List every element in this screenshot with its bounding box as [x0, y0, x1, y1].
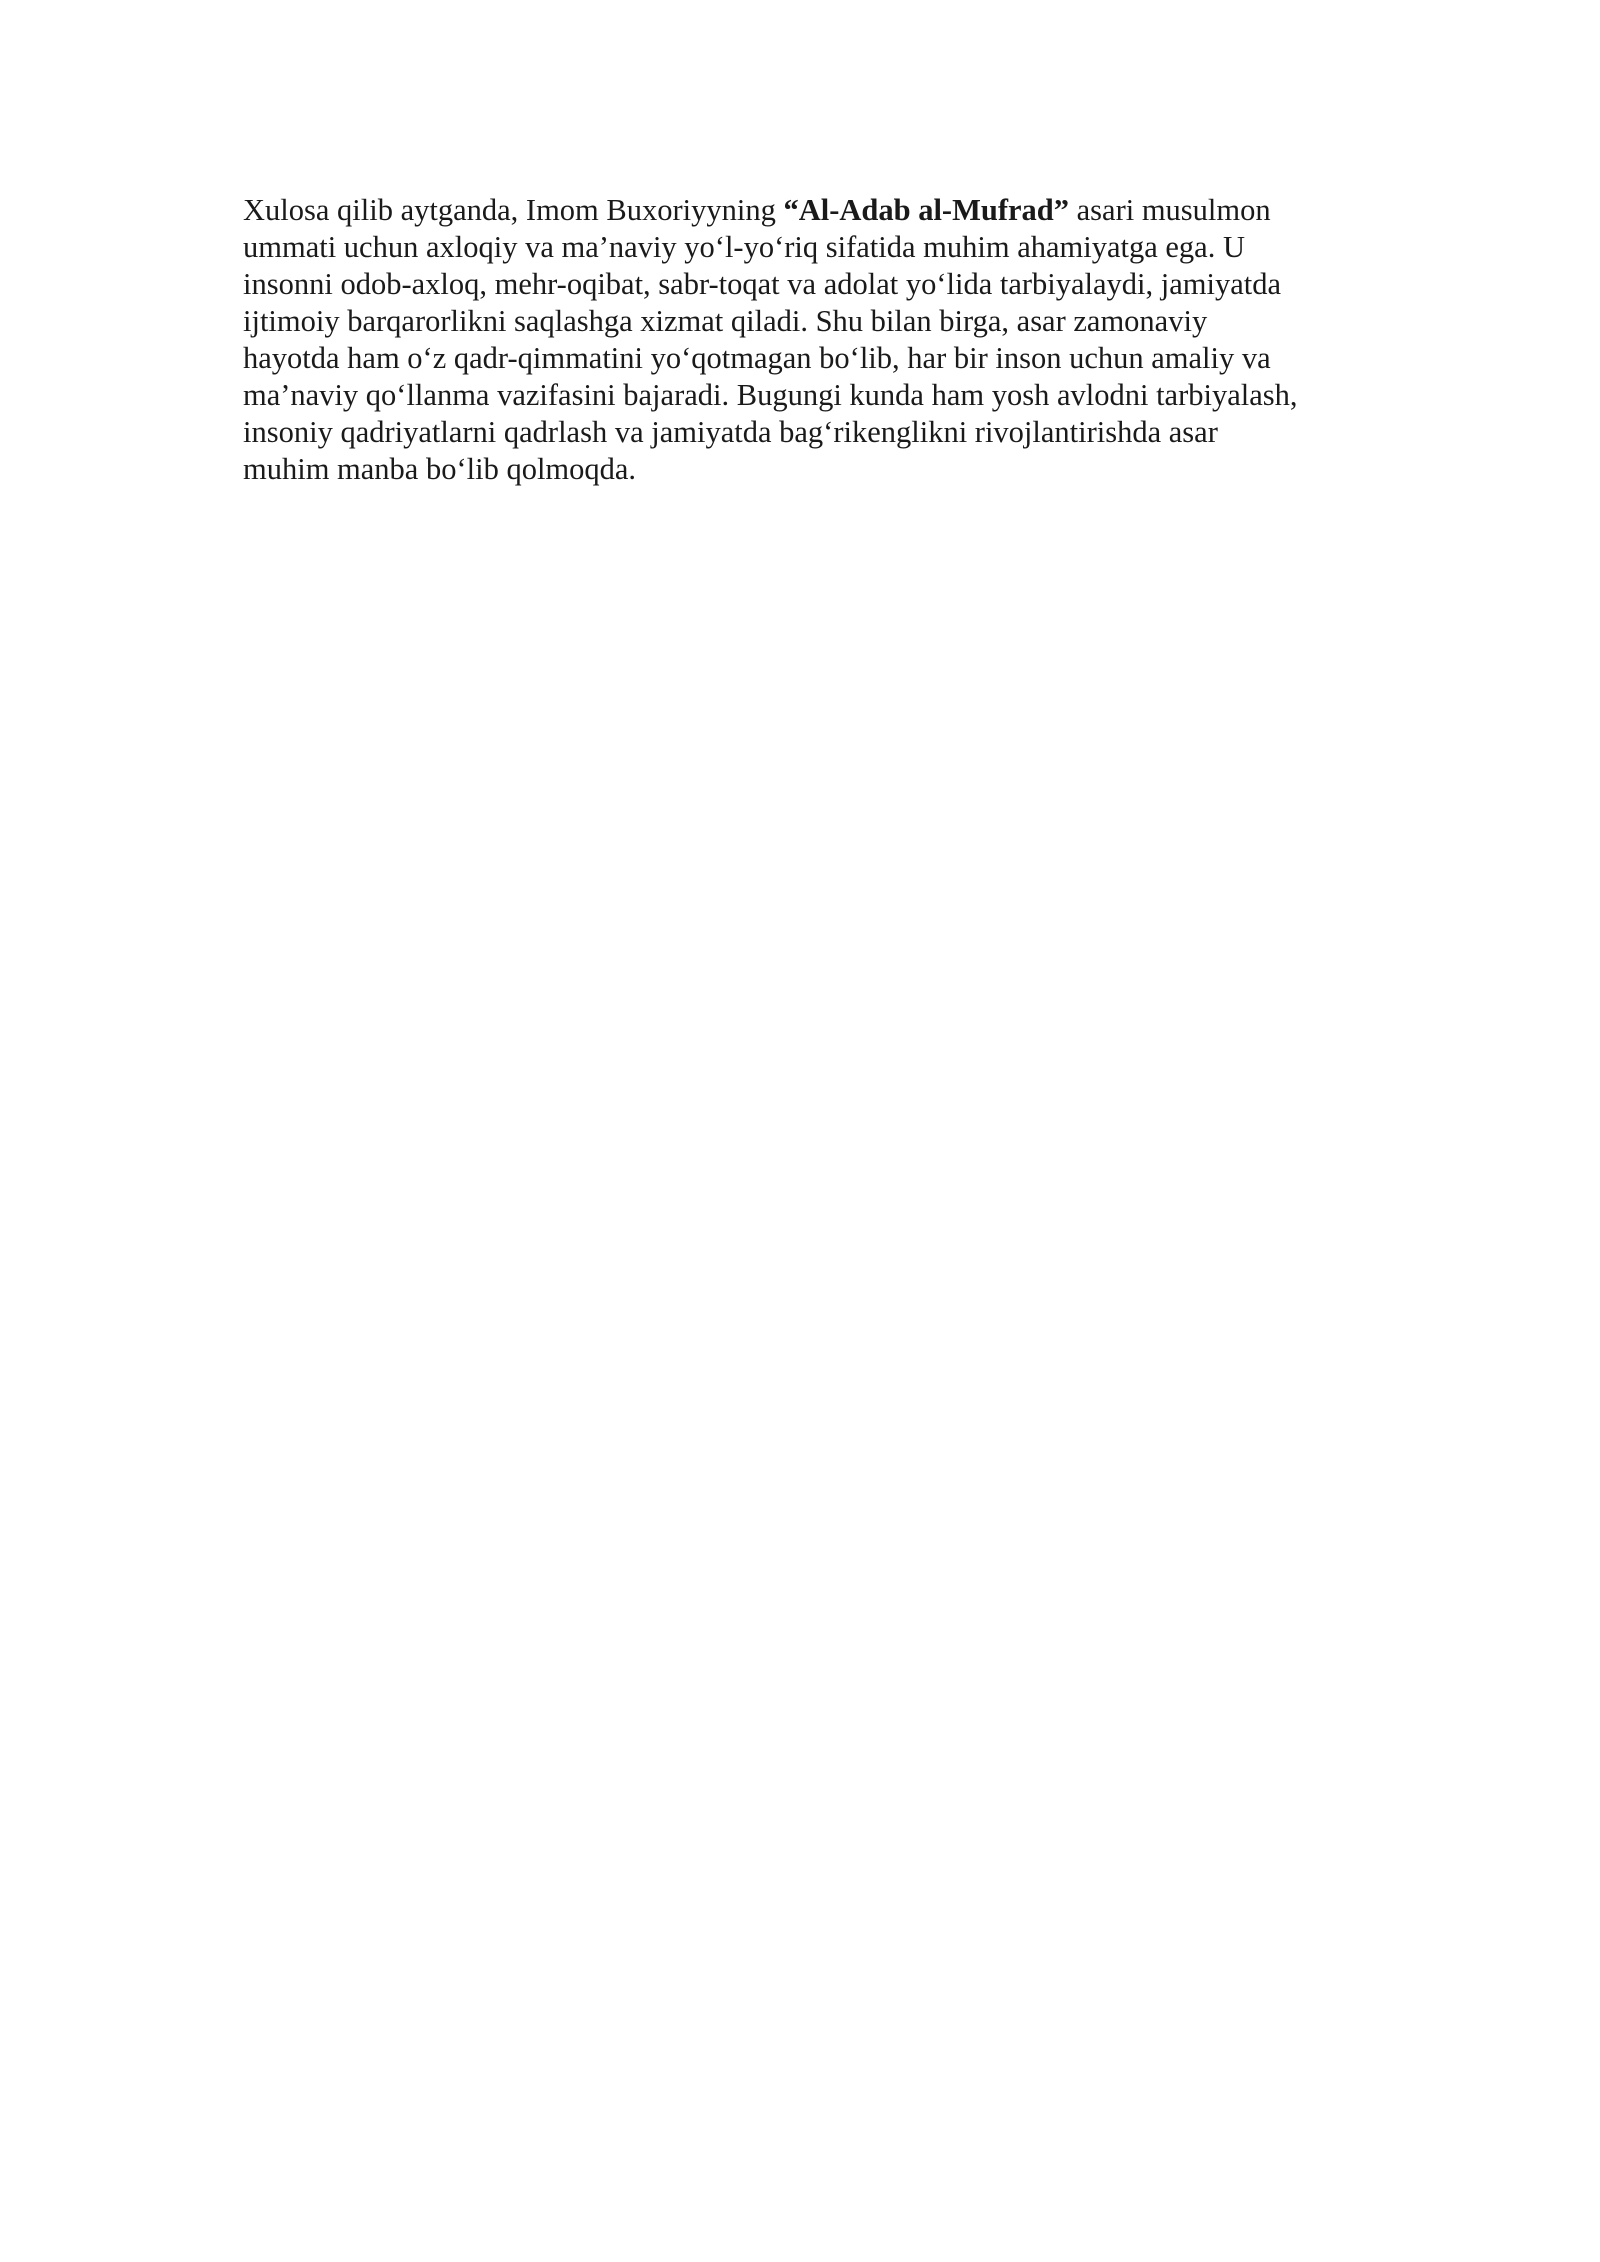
paragraph-line-6: ma’naviy qo‘llanma vazifasini bajaradi. Bugungi kunda ham yosh avlodni tarbiyalash,	[243, 378, 1298, 412]
paragraph-line-1	[243, 192, 1373, 229]
conclusion-paragraph	[243, 192, 1373, 488]
paragraph-line-3: insonni odob-axloq, mehr-oqibat, sabr-toqat va adolat yo‘lida tarbiyalaydi, jamiyatda	[243, 267, 1282, 301]
paragraph-line-8: muhim manba bo‘lib qolmoqda.	[243, 452, 637, 486]
line-1-text-before: Xulosa qilib aytganda, Imom Buxoriyyning	[243, 193, 784, 227]
line-1-text-after: asari musulmon	[1069, 193, 1271, 227]
paragraph-line-4: ijtimoiy barqarorlikni saqlashga xizmat qiladi. Shu bilan birga, asar zamonaviy	[243, 304, 1208, 338]
book-title: “Al-Adab al-Mufrad”	[783, 193, 1069, 227]
paragraph-line-2: ummati uchun axloqiy va ma’naviy yo‘l-yo‘riq sifatida muhim ahamiyatga ega. U	[243, 230, 1245, 264]
paragraph-line-7: insoniy qadriyatlarni qadrlash va jamiyatda bag‘rikenglikni rivojlantirishda asar	[243, 415, 1218, 449]
paragraph-line-5: hayotda ham o‘z qadr-qimmatini yo‘qotmagan bo‘lib, har bir inson uchun amaliy va	[243, 341, 1271, 375]
